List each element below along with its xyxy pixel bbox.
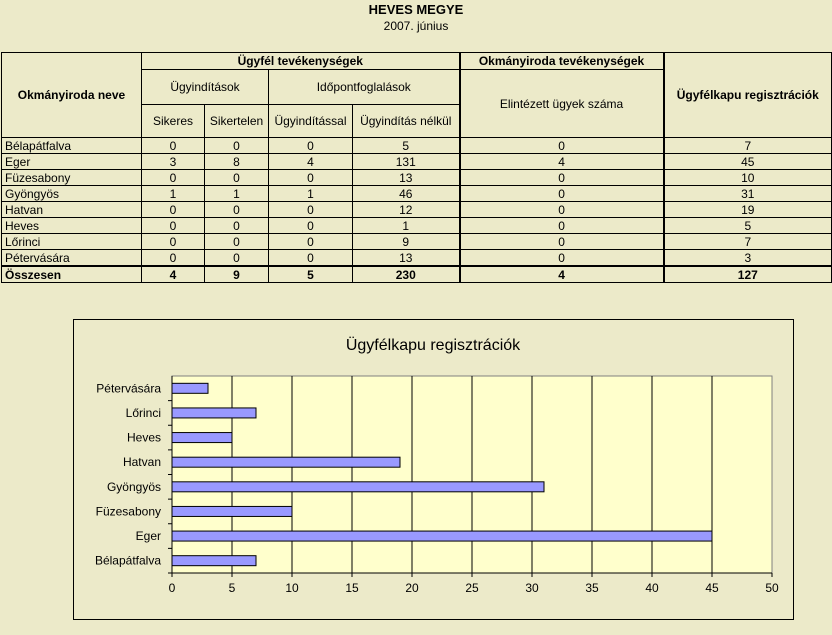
bar	[172, 408, 256, 418]
table-cell: 0	[460, 138, 664, 154]
table-cell: 0	[460, 218, 664, 234]
y-tick-label: Bélapátfalva	[94, 553, 161, 568]
table-cell: 10	[664, 170, 832, 186]
table-cell: 12	[353, 202, 460, 218]
total-cell: 4	[142, 266, 205, 283]
table-cell: 0	[142, 202, 205, 218]
table-cell: 0	[460, 170, 664, 186]
table-cell: 7	[664, 138, 832, 154]
total-cell: 127	[664, 266, 832, 283]
table-cell: 0	[142, 138, 205, 154]
table-cell: 1	[353, 218, 460, 234]
table-cell: 0	[205, 170, 269, 186]
header-office-name: Okmányiroda neve	[2, 53, 142, 138]
bar	[172, 457, 400, 467]
table-row	[2, 218, 832, 234]
table-cell: 0	[142, 218, 205, 234]
office-name-cell: Eger	[2, 154, 142, 170]
office-name-cell: Füzesabony	[2, 170, 142, 186]
header-portal-registrations: Ügyfélkapu regisztrációk	[664, 53, 832, 138]
statistics-table	[1, 52, 832, 283]
table-cell: 0	[269, 250, 353, 267]
table-cell: 4	[460, 154, 664, 170]
x-tick-label: 35	[585, 581, 599, 595]
total-cell: 4	[460, 266, 664, 283]
y-tick-label: Hatvan	[122, 455, 161, 470]
bar	[172, 531, 712, 541]
table-cell: 4	[269, 154, 353, 170]
table-cell: 0	[269, 170, 353, 186]
office-name-cell: Hatvan	[2, 202, 142, 218]
chart-panel	[73, 319, 794, 620]
y-tick-label: Gyöngyös	[106, 479, 161, 494]
bar	[172, 482, 544, 492]
table-cell: 13	[353, 250, 460, 267]
office-name-cell: Pétervására	[2, 250, 142, 267]
y-tick-label: Eger	[135, 529, 161, 544]
x-tick-label: 40	[645, 581, 659, 595]
x-tick-label: 30	[525, 581, 539, 595]
x-tick-label: 25	[465, 581, 479, 595]
table-cell: 5	[353, 138, 460, 154]
office-name-cell: Lőrinci	[2, 234, 142, 250]
table-cell: 0	[269, 138, 353, 154]
y-tick-label: Lőrinci	[125, 405, 161, 420]
table-cell: 31	[664, 186, 832, 202]
table-cell: 13	[353, 170, 460, 186]
table-cell: 3	[664, 250, 832, 267]
x-tick-label: 0	[168, 581, 176, 595]
header-completed-cases: Elintézett ügyek száma	[460, 70, 664, 138]
page-title: HEVES MEGYE	[368, 2, 464, 17]
total-label: Összesen	[2, 266, 142, 283]
table-cell: 0	[460, 186, 664, 202]
table-cell: 0	[460, 234, 664, 250]
x-tick-label: 45	[705, 581, 719, 595]
office-name-cell: Bélapátfalva	[2, 138, 142, 154]
table-cell: 1	[269, 186, 353, 202]
table-cell: 19	[664, 202, 832, 218]
header-bookings: Időpontfoglalások	[269, 70, 460, 105]
table-cell: 0	[142, 234, 205, 250]
table-cell: 0	[205, 234, 269, 250]
table-cell: 1	[205, 186, 269, 202]
header-with-initiation: Ügyindítással	[269, 105, 353, 138]
table-cell: 45	[664, 154, 832, 170]
y-tick-label: Füzesabony	[95, 504, 161, 519]
chart-title: Ügyfélkapu regisztrációk	[345, 337, 521, 354]
x-tick-label: 50	[765, 581, 779, 595]
table-row	[2, 154, 832, 170]
table-cell: 9	[353, 234, 460, 250]
total-row	[2, 266, 832, 283]
table-cell: 3	[142, 154, 205, 170]
x-tick-label: 10	[285, 581, 299, 595]
header-successful: Sikeres	[142, 105, 205, 138]
table-cell: 7	[664, 234, 832, 250]
bar	[172, 383, 208, 393]
x-tick-label: 15	[345, 581, 359, 595]
x-tick-label: 5	[228, 581, 236, 595]
table-cell: 131	[353, 154, 460, 170]
header-initiations: Ügyindítások	[142, 70, 269, 105]
table-cell: 0	[142, 250, 205, 267]
table-cell: 0	[205, 202, 269, 218]
table-row	[2, 170, 832, 186]
table-cell: 0	[460, 202, 664, 218]
table-cell: 0	[205, 250, 269, 267]
table-cell: 0	[142, 170, 205, 186]
table-cell: 0	[460, 250, 664, 267]
table-cell: 0	[269, 218, 353, 234]
office-name-cell: Heves	[2, 218, 142, 234]
total-cell: 5	[269, 266, 353, 283]
header-without-initiation: Ügyindítás nélkül	[353, 105, 460, 138]
table-cell: 46	[353, 186, 460, 202]
total-cell: 230	[353, 266, 460, 283]
table-cell: 0	[205, 138, 269, 154]
total-cell: 9	[205, 266, 269, 283]
table-cell: 0	[205, 218, 269, 234]
table-cell: 0	[269, 234, 353, 250]
table-cell: 8	[205, 154, 269, 170]
table-row	[2, 234, 832, 250]
header-office-activities: Okmányiroda tevékenységek	[460, 53, 664, 70]
table-row	[2, 202, 832, 218]
page-subtitle: 2007. június	[383, 19, 449, 33]
y-tick-label: Heves	[126, 430, 161, 445]
bar	[172, 433, 232, 443]
header-unsuccessful: Sikertelen	[205, 105, 269, 138]
x-tick-label: 20	[405, 581, 419, 595]
y-tick-label: Pétervására	[96, 381, 161, 396]
office-name-cell: Gyöngyös	[2, 186, 142, 202]
bar	[172, 556, 256, 566]
bar	[172, 506, 292, 516]
header-client-activities: Ügyfél tevékenységek	[142, 53, 460, 70]
table-cell: 5	[664, 218, 832, 234]
table-row	[2, 138, 832, 154]
bar-chart	[74, 320, 793, 619]
table-cell: 0	[269, 202, 353, 218]
table-row	[2, 250, 832, 267]
table-row	[2, 186, 832, 202]
table-cell: 1	[142, 186, 205, 202]
